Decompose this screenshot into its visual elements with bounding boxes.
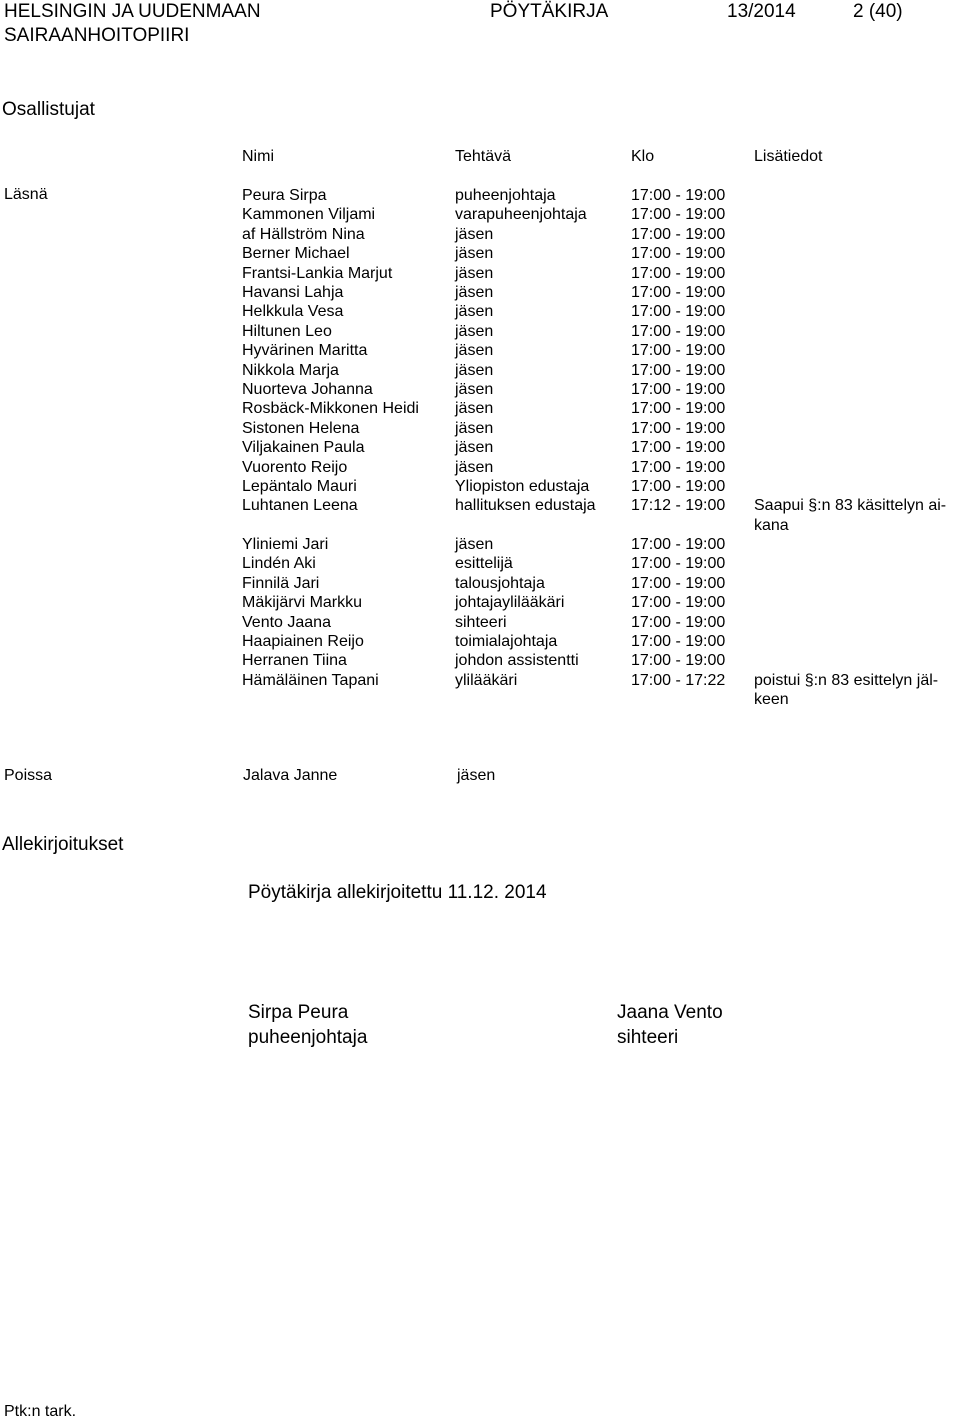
participant-name: Nikkola Marja [242, 361, 339, 379]
participant-name: Haapiainen Reijo [242, 633, 364, 650]
participant-time: 17:00 - 17:22 [631, 671, 726, 689]
participant-time: 17:00 - 19:00 [631, 594, 726, 612]
column-header-notes: Lisätiedot [754, 148, 823, 165]
participant-row [0, 283, 960, 302]
participant-role: varapuheenjohtaja [455, 206, 587, 224]
participant-role: jäsen [455, 264, 494, 282]
participant-row [0, 186, 960, 205]
participant-row [0, 458, 960, 477]
participant-name: Kammonen Viljami [242, 206, 376, 224]
participant-row [0, 225, 960, 244]
participant-row [0, 593, 960, 612]
participant-row [0, 574, 960, 593]
participant-role: jäsen [455, 303, 494, 321]
participant-role: jäsen [455, 419, 494, 437]
participant-time: 17:00 - 19:00 [631, 419, 726, 437]
participant-time: 17:00 - 19:00 [631, 633, 726, 650]
participant-name: Vento Jaana [242, 613, 331, 631]
participant-name: Peura Sirpa [242, 187, 327, 204]
signer-title-secretary: sihteeri [617, 1027, 679, 1048]
participant-name: Havansi Lahja [242, 284, 344, 301]
participant-role: jäsen [455, 342, 494, 360]
participant-name: Hiltunen Leo [242, 322, 332, 340]
participant-role: jäsen [455, 361, 494, 379]
signatures-heading: Allekirjoitukset [2, 834, 124, 855]
participant-note: poistui §:n 83 esittelyn jäl-keen [754, 671, 939, 709]
participant-row [0, 438, 960, 457]
participant-role: jäsen [455, 439, 494, 457]
absent-participant-name: Jalava Janne [243, 767, 338, 784]
participant-role: toimialajohtaja [455, 633, 558, 650]
participant-role: johtajaylilääkäri [455, 594, 565, 612]
participant-time: 17:00 - 19:00 [631, 458, 726, 476]
organization-name-line2: SAIRAANHOITOPIIRI [4, 25, 190, 46]
participant-name: Lepäntalo Mauri [242, 478, 357, 495]
document-number: 13/2014 [727, 1, 796, 22]
participant-name: Vuorento Reijo [242, 458, 348, 476]
absent-label: Poissa [4, 767, 53, 784]
participant-time: 17:00 - 19:00 [631, 555, 726, 573]
participant-name: Luhtanen Leena [242, 497, 358, 515]
participant-time: 17:00 - 19:00 [631, 652, 726, 670]
participant-role: jäsen [455, 536, 494, 553]
participant-time: 17:00 - 19:00 [631, 613, 726, 631]
participant-name: Helkkula Vesa [242, 303, 344, 321]
minutes-verification-label: Ptk:n tark. [4, 1403, 77, 1420]
document-type: PÖYTÄKIRJA [490, 1, 609, 22]
participant-time: 17:00 - 19:00 [631, 284, 726, 301]
participant-row [0, 244, 960, 263]
column-header-time: Klo [631, 148, 655, 165]
participant-role: esittelijä [455, 555, 513, 573]
participant-note: Saapui §:n 83 käsittelyn ai-kana [754, 497, 947, 534]
participant-name: Mäkijärvi Markku [242, 594, 363, 612]
participant-row [0, 341, 960, 360]
participant-role: hallituksen edustaja [455, 497, 596, 515]
participant-role: johdon assistentti [455, 652, 579, 670]
participant-row [0, 671, 960, 710]
participant-role: jäsen [455, 225, 494, 243]
participant-name: Rosbäck-Mikkonen Heidi [242, 400, 419, 418]
participant-role: ylilääkäri [455, 671, 518, 689]
participant-row [0, 380, 960, 399]
participant-time: 17:00 - 19:00 [631, 574, 726, 592]
participant-row [0, 535, 960, 554]
participant-time: 17:00 - 19:00 [631, 478, 726, 495]
participant-row [0, 554, 960, 573]
participant-role: jäsen [455, 458, 494, 476]
participant-role: Yliopiston edustaja [455, 478, 590, 495]
participant-row [0, 651, 960, 670]
participant-role: jäsen [455, 322, 494, 340]
participants-heading: Osallistujat [2, 99, 95, 120]
participant-row [0, 496, 960, 535]
participant-row [0, 361, 960, 380]
participant-time: 17:00 - 19:00 [631, 303, 726, 321]
column-header-role: Tehtävä [455, 148, 512, 165]
organization-name-line1: HELSINGIN JA UUDENMAAN [4, 1, 261, 22]
participant-time: 17:00 - 19:00 [631, 400, 726, 418]
signer-name-chair: Sirpa Peura [248, 1002, 349, 1023]
participant-row [0, 477, 960, 496]
participant-time: 17:00 - 19:00 [631, 225, 726, 243]
participant-name: Lindén Aki [242, 555, 316, 573]
participant-role: talousjohtaja [455, 574, 545, 592]
participant-time: 17:12 - 19:00 [631, 497, 726, 515]
participant-name: af Hällström Nina [242, 225, 365, 243]
participant-name: Frantsi-Lankia Marjut [242, 264, 393, 282]
participant-name: Nuorteva Johanna [242, 381, 373, 398]
column-header-name: Nimi [242, 148, 274, 165]
participant-role: jäsen [455, 400, 494, 418]
participant-row [0, 322, 960, 341]
participant-name: Hyvärinen Maritta [242, 342, 368, 360]
participant-time: 17:00 - 19:00 [631, 439, 726, 457]
participant-row [0, 632, 960, 651]
participant-name: Berner Michael [242, 245, 350, 263]
participant-row [0, 205, 960, 224]
participant-row [0, 264, 960, 283]
participant-time: 17:00 - 19:00 [631, 245, 726, 263]
participant-time: 17:00 - 19:00 [631, 361, 726, 379]
absent-participant-role: jäsen [457, 767, 496, 784]
participant-name: Viljakainen Paula [242, 439, 365, 457]
participant-time: 17:00 - 19:00 [631, 342, 726, 360]
participant-time: 17:00 - 19:00 [631, 381, 726, 398]
participant-time: 17:00 - 19:00 [631, 264, 726, 282]
participant-name: Sistonen Helena [242, 419, 360, 437]
participant-role: jäsen [455, 381, 494, 398]
participant-row [0, 399, 960, 418]
participant-name: Herranen Tiina [242, 652, 347, 670]
participant-time: 17:00 - 19:00 [631, 206, 726, 224]
signer-title-chair: puheenjohtaja [248, 1027, 368, 1048]
present-label: Läsnä [4, 186, 48, 203]
participant-name: Hämäläinen Tapani [242, 671, 379, 689]
participant-row [0, 302, 960, 321]
participant-row [0, 419, 960, 438]
signed-date-text: Pöytäkirja allekirjoitettu 11.12. 2014 [248, 882, 547, 903]
page-number: 2 (40) [853, 1, 903, 22]
participant-name: Yliniemi Jari [242, 536, 329, 553]
participant-role: sihteeri [455, 613, 507, 631]
participant-name: Finnilä Jari [242, 574, 320, 592]
participant-row [0, 613, 960, 632]
participant-time: 17:00 - 19:00 [631, 536, 726, 553]
participant-time: 17:00 - 19:00 [631, 322, 726, 340]
signer-name-secretary: Jaana Vento [617, 1002, 723, 1023]
participant-time: 17:00 - 19:00 [631, 187, 726, 204]
participant-role: puheenjohtaja [455, 187, 556, 204]
participant-role: jäsen [455, 245, 494, 263]
participant-role: jäsen [455, 284, 494, 301]
